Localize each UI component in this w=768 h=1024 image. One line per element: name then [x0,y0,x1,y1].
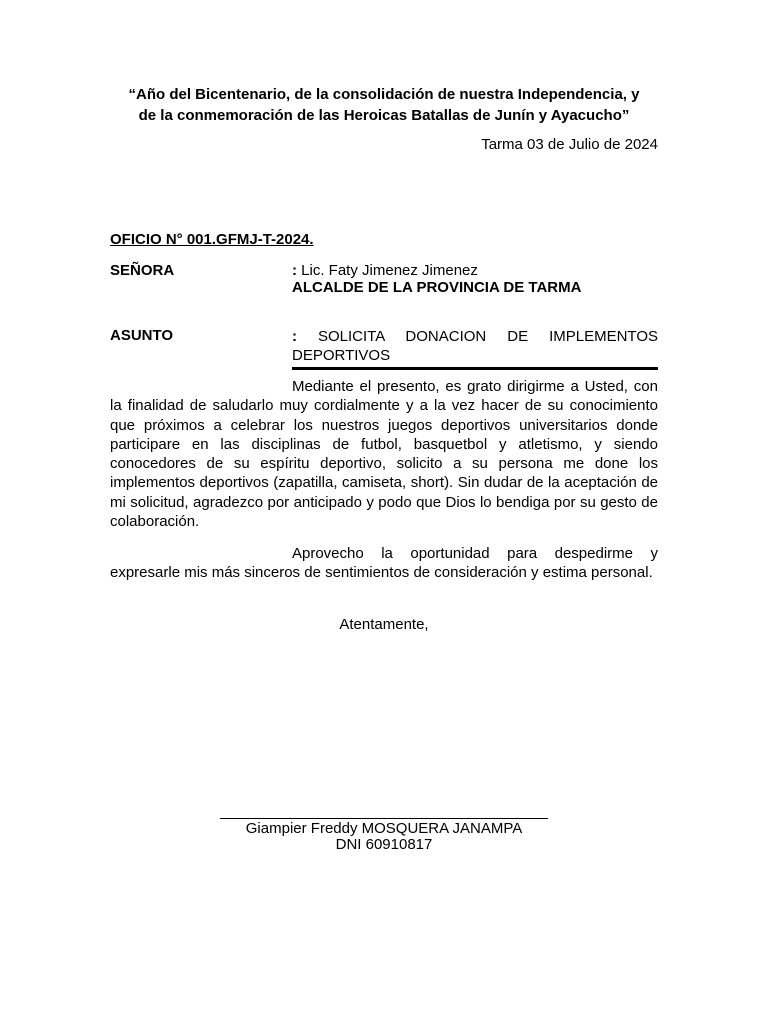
recipient-colon: : [292,262,297,279]
body-paragraph-2 [110,544,658,583]
motto-line-2: de la conmemoración de las Heroicas Batallas de Junín y Ayacucho” [138,107,630,124]
paragraph-1-text: Mediante el presento, es grato dirigirme a Usted, con la finalidad de saludarlo muy cordialmente y a la vez hacer de su conocimiento que próximos a celebrar los nuestros juegos deportivos universitarios donde participare en las disciplinas de futbol, basquetbol y atletismo, y siendo conocedores de su espíritu deportivo, solicito a su persona me done los implementos deportivos (zapatilla, camiseta, short). Sin dudar de la aceptación de mi solicitud, agradezco por anticipado y podo que Dios lo bendiga por su gesto de colaboración. [110,378,658,531]
letter-date: Tarma 03 de Julio de 2024 [481,136,658,153]
recipient-label: SEÑORA [110,262,175,279]
signature-line [220,818,548,819]
recipient-title: ALCALDE DE LA PROVINCIA DE TARMA [292,279,582,296]
signatory-dni: DNI 60910817 [335,836,433,853]
motto-header [110,84,658,126]
subject-colon: : [292,328,297,345]
subject-label: ASUNTO [110,327,174,344]
body-paragraph-1 [110,377,658,531]
paragraph-2-text: Aprovecho la oportunidad para despedirme y expresarle mis más sinceros de sentimientos de consideración y estima personal. [110,545,658,582]
subject-text: SOLICITA DONACION DE IMPLEMENTOS DEPORTIVOS [292,328,658,364]
motto-line-1: “Año del Bicentenario, de la consolidación de nuestra Independencia, y [128,86,640,103]
oficio-number: OFICIO N° 001.GFMJ-T-2024. [110,231,314,248]
subject-block [292,327,658,370]
recipient-block [292,262,658,296]
closing-salutation: Atentamente, [339,616,429,633]
signatory-name: Giampier Freddy MOSQUERA JANAMPA [245,820,523,837]
recipient-name: Lic. Faty Jimenez Jimenez [301,262,478,279]
